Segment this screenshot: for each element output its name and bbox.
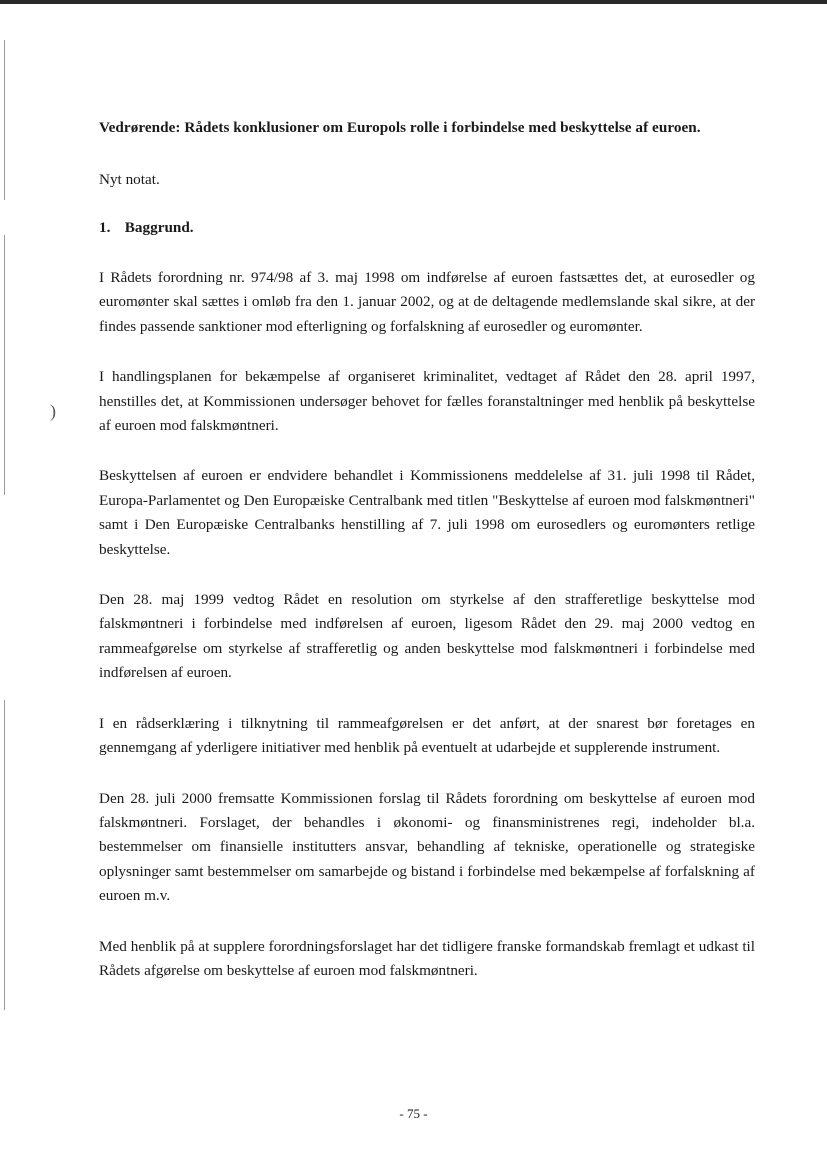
section-heading <box>99 216 755 240</box>
scan-edge-line <box>4 40 5 200</box>
paragraph: I Rådets forordning nr. 974/98 af 3. maj 1998 om indførelse af euroen fastsættes det, at eurosedler og euromønter skal sættes i omløb fra den 1. januar 2002, og at de deltagende medlemslande skal sikre, at der findes passende sanktioner mod efterligning og forfalskning af eurosedler og euromønter. <box>99 269 755 335</box>
paragraph: Beskyttelsen af euroen er endvidere behandlet i Kommissionens meddelelse af 31. juli 1998 til Rådet, Europa-Parlamentet og Den Europæiske Centralbank med titlen "Beskyttelse af euroen mod falskmøntneri" samt i Den Europæiske Centralbanks henstilling af 7. juli 1998 om eurosedlers og euromønters retlige beskyttelse. <box>99 467 755 558</box>
page-number: - 75 - <box>399 1106 428 1121</box>
paragraph: I en rådserklæring i tilknytning til rammeafgørelsen er det anført, at der snarest bør foretages en gennemgang af yderligere initiativer med henblik på eventuelt at udarbejde et supplerende instrument. <box>99 714 755 757</box>
paragraph: Den 28. juli 2000 fremsatte Kommissionen forslag til Rådets forordning om beskyttelse af euroen mod falskmøntneri. Forslaget, der behandles i økonomi- og finansministrenes regi, indeholder bl.a. bestemmelser om finansielle institutters ansvar, behandling af tekniske, operationelle og strategiske oplysninger samt bestemmelser om samarbejde og bistand i forbindelse med bekæmpelse af forfalskning af euroen m.v. <box>99 789 755 905</box>
margin-mark: ) <box>50 401 56 421</box>
section-title: Baggrund. <box>124 219 194 236</box>
paragraph: Med henblik på at supplere forordningsforslaget har det tidligere franske formandskab fremlagt et udkast til Rådets afgørelse om beskyttelse af euroen mod falskmøntneri. <box>99 937 755 979</box>
document-page <box>99 114 755 983</box>
section-number: 1. <box>99 219 111 236</box>
paragraph: I handlingsplanen for bekæmpelse af organiseret kriminalitet, vedtaget af Rådet den 28. april 1997, henstilles det, at Kommissionen undersøger behovet for fælles foranstaltninger med henblik på beskyttelse af euroen mod falskmøntneri. <box>99 368 755 435</box>
scan-edge-line <box>4 235 5 495</box>
subject-heading: Vedrørende: Rådets konklusioner om Europols rolle i forbindelse med beskyttelse af euroen. <box>99 119 701 136</box>
scan-edge-line <box>4 700 5 1010</box>
note-label: Nyt notat. <box>99 171 160 188</box>
top-scan-border <box>0 0 827 4</box>
paragraph: Den 28. maj 1999 vedtog Rådet en resolution om styrkelse af den strafferetlige beskyttelse mod falskmøntneri i forbindelse med indførelsen af euroen, ligesom Rådet den 29. maj 2000 vedtog en rammeafgørelse om styrkelse af strafferetlig og anden beskyttelse mod falskmøntneri i forbindelse med indførelsen af euroen. <box>99 591 755 682</box>
